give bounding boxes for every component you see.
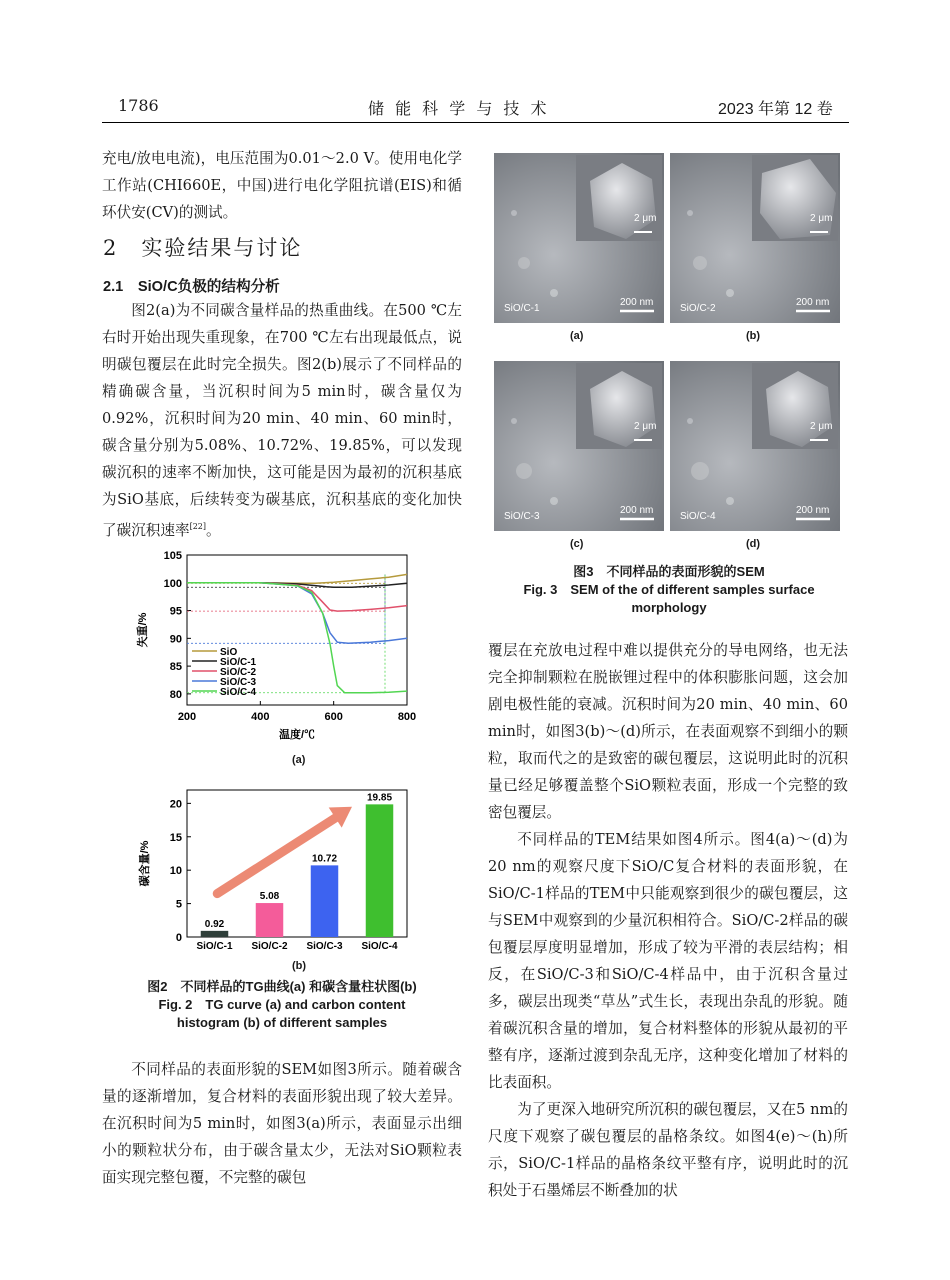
tg-y-tick-label: 85 [169,661,182,674]
tg-legend-entry: SiO/C-1 [220,657,257,668]
sem-panel-label: (c) [570,538,584,550]
sem-scale-bar-label: 200 nm [620,505,654,516]
carbon-bar-value-label: 10.72 [311,853,338,865]
bar-y-tick-label: 20 [169,798,182,811]
left-para-0 [102,145,462,226]
sem-panel [670,361,840,531]
carbon-bar-category-label: SiO/C-2 [251,941,288,952]
fig3-caption-en: Fig. 3 SEM of the of different samples surface morphology [523,582,815,615]
tg-x-tick-label: 600 [324,711,343,723]
sem-panel-label: (d) [746,538,761,550]
left-para-1 [102,297,462,544]
carbon-bar-category-label: SiO/C-1 [196,941,233,952]
sem-sample-label: SiO/C-4 [680,511,716,522]
sem-panel [494,361,664,531]
paragraph-sem: 不同样品的表面形貌的SEM如图3所示。随着碳含量的逐渐增加，复合材料的表面形貌出现了较大差异。在沉积时间为5 min时，如图3(a)所示，表面显示出细小的颗粒状分布，由于碳含量太少，无法对SiO颗粒表面实现完整包覆，不完整的碳包 [102,1061,462,1186]
right-column [488,637,848,1204]
tg-legend-entry: SiO/C-3 [220,677,257,688]
tg-y-tick-label: 105 [163,550,182,562]
bar-y-tick-label: 15 [169,831,182,844]
fig2-caption-en: Fig. 2 TG curve (a) and carbon content histogram (b) of different samples [158,997,406,1030]
fig3-caption-cn: 图3 不同样品的表面形貌的SEM [573,564,765,579]
tg-legend-entry: SiO/C-2 [220,667,257,678]
tg-y-tick-label: 95 [169,605,182,618]
carbon-bar [311,865,339,937]
paragraph-tg-text: 图2(a)为不同碳含量样品的热重曲线。在500 ℃左右时开始出现失重现象，在700 ℃左右出现最低点，说明碳包覆层在此时完全损失。图2(b)展示了不同样品的精确碳含量，当沉积时间为5 min时，碳含量仅为0.92%，沉积时间为20 min、40 min、60 min时，碳含量分别为5.08%、10.72%、19.85%，可以发现碳沉积的速率不断加快，这可能是因为最初的沉积基底为SiO基底，后续转变为碳基底，沉积基底的变化加快了碳沉积速率 [102,302,462,539]
sem-inset-scale: 2 μm [810,421,833,432]
fig2-sub-a: (a) [292,754,306,766]
citation-ref: [22] [189,522,206,531]
tg-y-tick-label: 80 [169,688,182,701]
sem-inset-scale: 2 μm [634,213,657,224]
carbon-bar-value-label: 0.92 [204,918,225,930]
sem-inset-scale: 2 μm [634,421,657,432]
sem-scale-bar-label: 200 nm [796,297,830,308]
bar-y-tick-label: 10 [169,865,182,878]
carbon-bar-category-label: SiO/C-3 [306,941,343,952]
page-number: 1786 [118,96,159,115]
fig3-caption [495,563,843,617]
carbon-bar [201,931,229,937]
carbon-bar-value-label: 19.85 [366,792,393,804]
carbon-bar [366,804,394,937]
tg-y-tick-label: 90 [169,633,182,646]
tg-series-line [187,574,407,583]
left-para-2 [102,1056,462,1191]
paragraph-tem: 不同样品的TEM结果如图4所示。图4(a)～(d)为20 nm的观察尺度下SiO/C复合材料的表面形貌，在SiO/C-1样品的TEM中只能观察到很少的碳包覆层，这与SEM中观察到的少量沉积相符合。SiO/C-2样品的碳包覆层厚度明显增加，形成了较为平滑的表层结构；相反，在SiO/C-3和SiO/C-4样品中，由于沉积含量过多，碳层出现类“草丛”式生长，表现出杂乱的形貌。随着碳沉积含量的增加，复合材料整体的形貌从最初的平整有序，逐渐过渡到杂乱无序，这种变化增加了材料的比表面积。 [488,831,848,1091]
carbon-bar-value-label: 5.08 [259,891,280,903]
tg-series-line [187,583,407,644]
subsection-title: 2.1 SiO/C负极的结构分析 [103,279,280,295]
sem-inset-scale: 2 μm [810,213,833,224]
bar-y-tick-label: 5 [175,898,182,911]
sem-scale-bar-label: 200 nm [796,505,830,516]
header-rule [102,122,849,123]
fig2-caption-cn: 图2 不同样品的TG曲线(a) 和碳含量柱状图(b) [147,979,417,994]
sem-panel-label: (b) [746,330,761,342]
paragraph-sem-cont: 覆层在充放电过程中难以提供充分的导电网络，也无法完全抑制颗粒在脱嵌锂过程中的体积膨胀问题，这会加剧电极性能的衰减。沉积时间为20 min、40 min、60 min时，如图3(b)～(d)所示，在表面观察不到细小的颗粒，取而代之的是致密的碳包覆层，这说明此时的沉积量已经足够覆盖整个SiO颗粒表面，形成一个完整的致密包覆层。 [488,642,848,821]
tg-x-tick-label: 200 [177,711,197,723]
sem-panel [670,153,840,323]
bar-y-tick-label: 0 [175,932,182,944]
paragraph-tg [102,297,462,544]
tg-curve-chart [130,545,430,770]
sem-panel [494,153,664,323]
tg-legend-entry: SiO [220,647,238,658]
fig2-sub-b: (b) [292,960,307,972]
sem-sample-label: SiO/C-2 [680,303,716,314]
paragraph-tg-end: 。 [206,521,221,539]
tg-x-axis-label: 温度/℃ [278,729,316,741]
sem-sample-label: SiO/C-1 [504,303,540,314]
sem-sample-label: SiO/C-3 [504,511,540,522]
section-title: 2 实验结果与讨论 [103,236,303,260]
sem-panel-label: (a) [570,330,584,342]
sem-scale-bar-label: 200 nm [620,297,654,308]
bar-y-axis-label: 碳含量/% [139,840,151,887]
fig2-caption [102,978,462,1032]
tg-x-tick-label: 800 [397,711,417,723]
continued-paragraph: 充电/放电电流)，电压范围为0.01～2.0 V。使用电化学工作站(CHI660E，中国)进行电化学阻抗谱(EIS)和循环伏安(CV)的测试。 [102,150,462,221]
journal-title: 储 能 科 学 与 技 术 [368,99,550,118]
tg-x-tick-label: 400 [251,711,270,723]
carbon-content-chart [130,782,430,957]
tg-y-axis-label: 失重/% [137,612,149,648]
tg-legend-entry: SiO/C-4 [220,687,257,698]
carbon-bar-category-label: SiO/C-4 [361,941,398,952]
paragraph-lattice: 为了更深入地研究所沉积的碳包覆层，又在5 nm的尺度下观察了碳包覆层的晶格条纹。如图4(e)～(h)所示，SiO/C-1样品的晶格条纹平整有序，说明此时的沉积处于石墨烯层不断叠加的状 [488,1101,848,1199]
carbon-bar [256,903,284,937]
volume-label: 2023 年第 12 卷 [718,101,833,118]
tg-y-tick-label: 100 [163,577,182,590]
